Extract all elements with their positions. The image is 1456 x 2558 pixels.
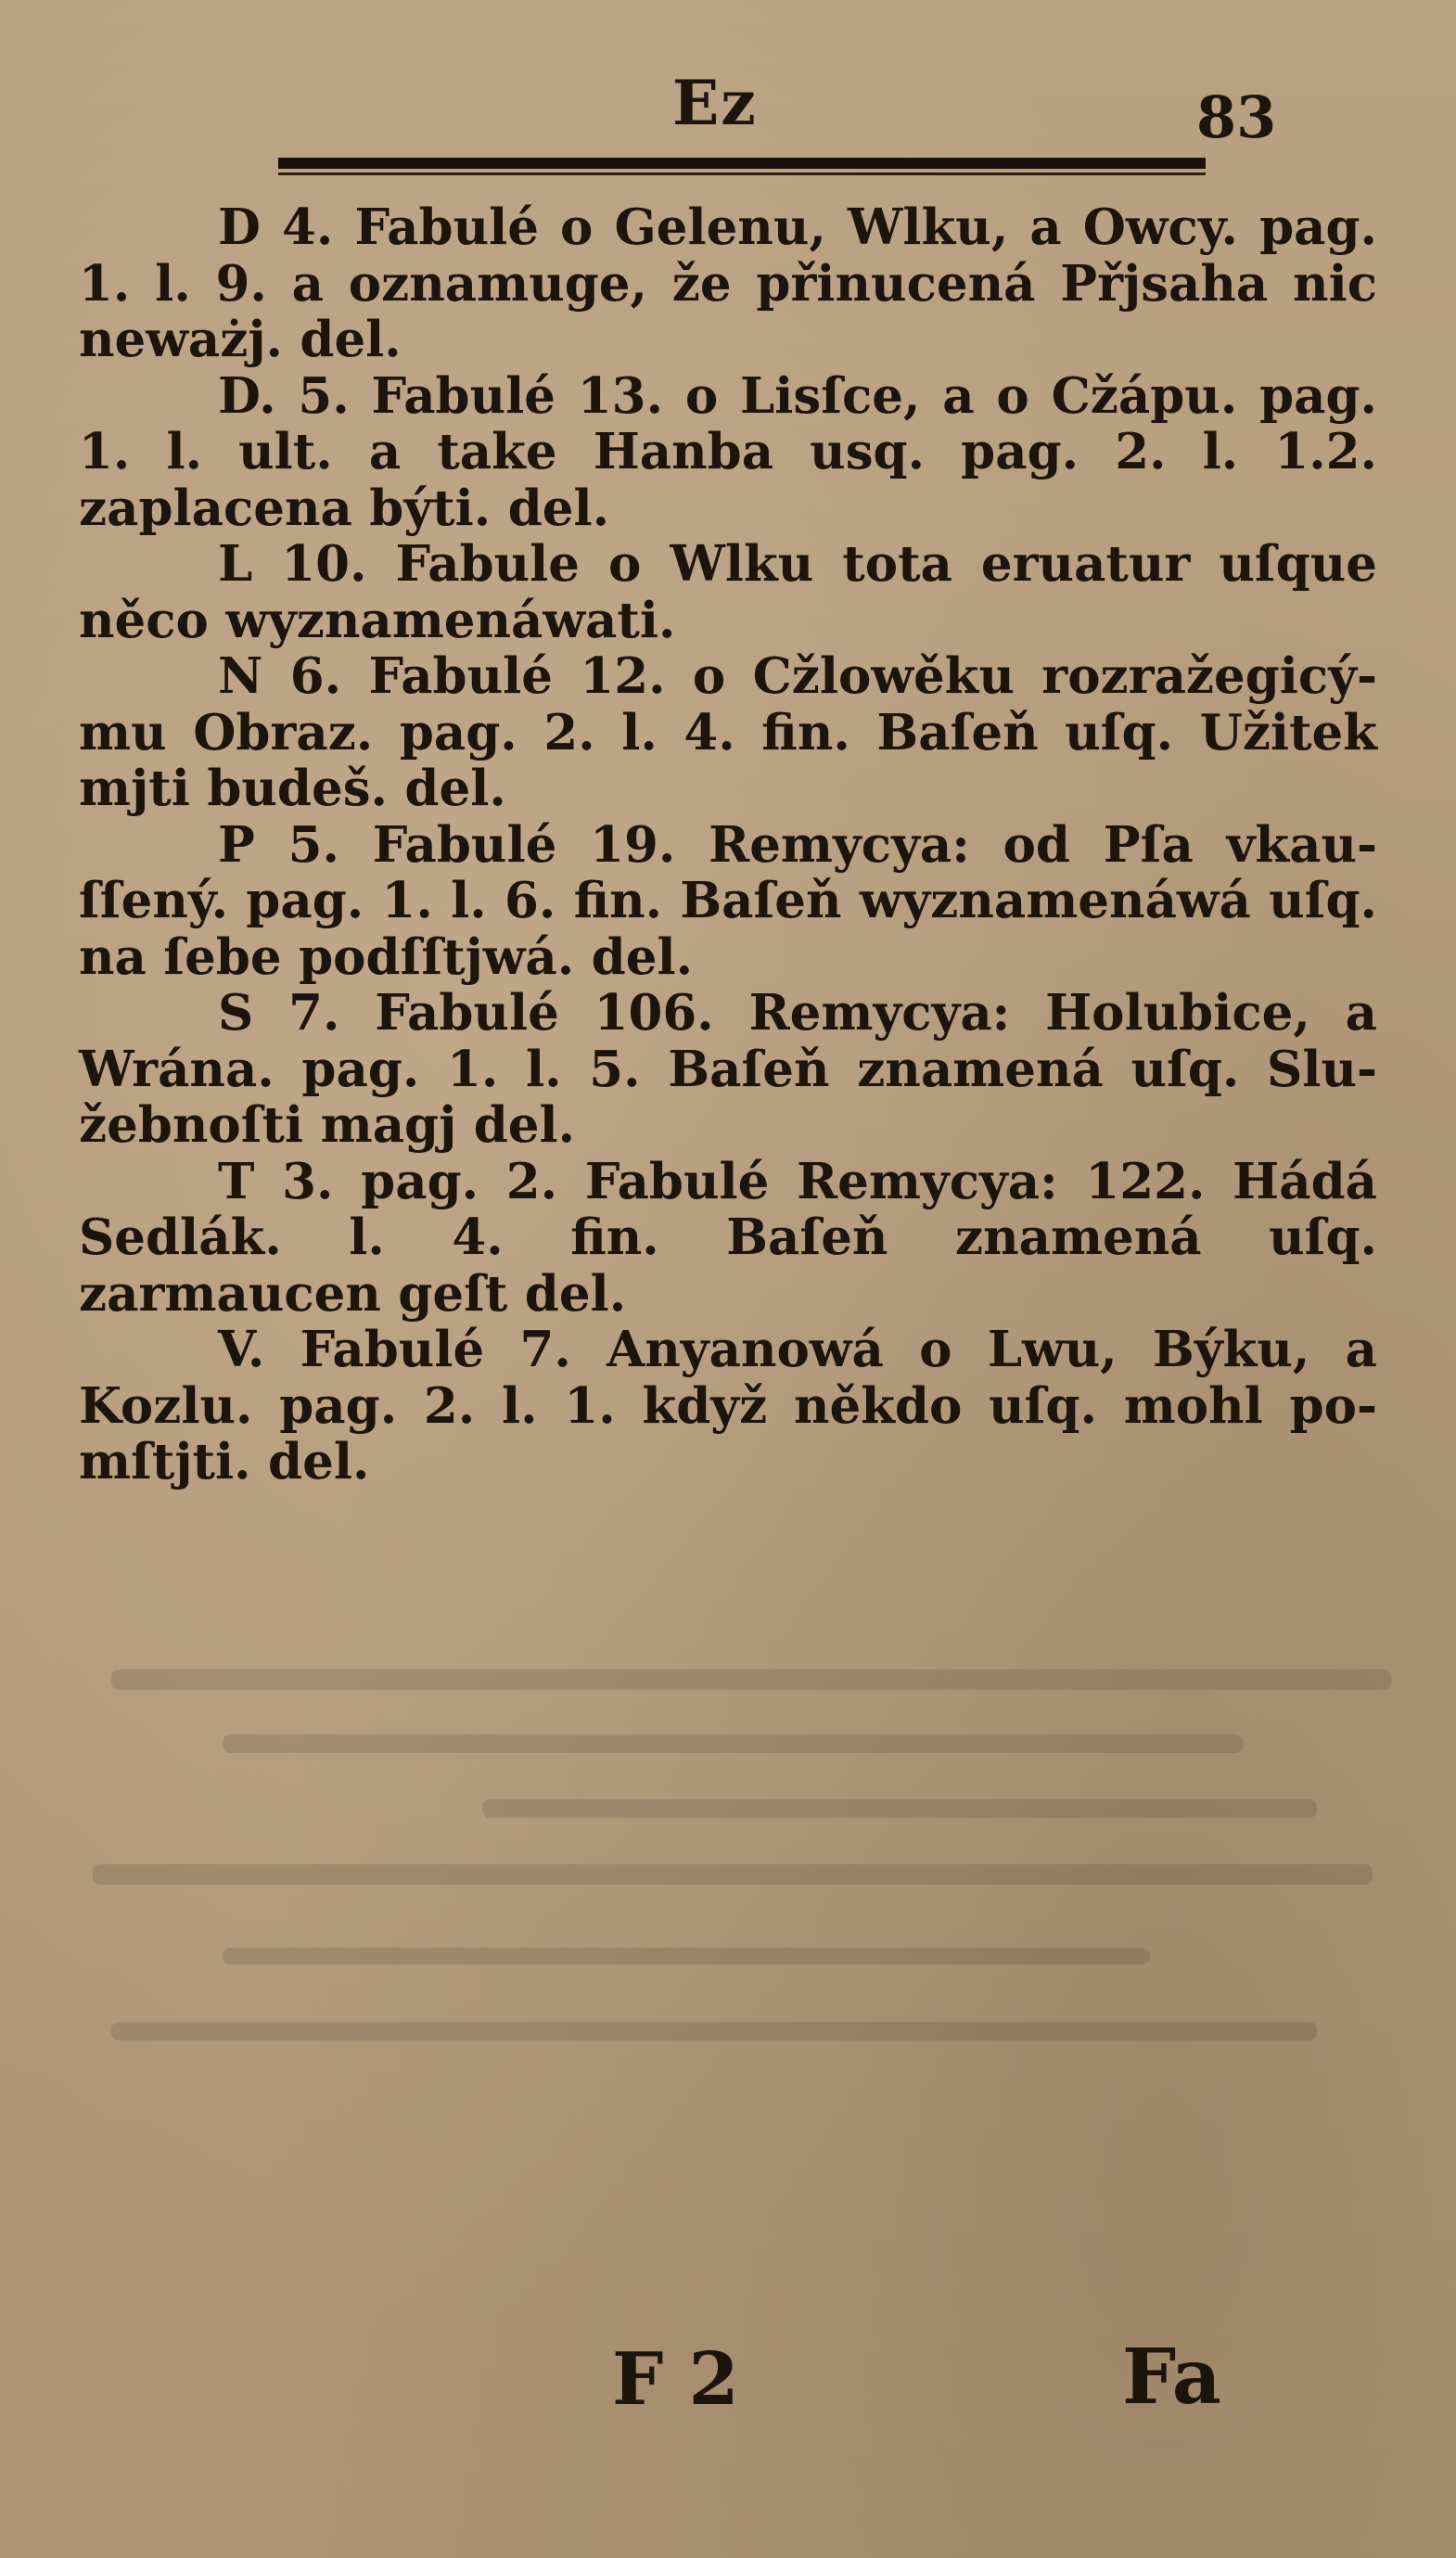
header-rule-thin [278,173,1206,175]
page-number: 83 [1196,83,1277,151]
errata-entry: T 3. pag. 2. Fabulé Remycya: 122. Hádá Sedlák. l. 4. fin. Baſeň znamená uſq. zarmaucen geſt del. [79,1152,1377,1323]
errata-entry: V. Fabulé 7. Anyanowá o Lwu, Býku, a Kozlu. pag. 2. l. 1. když někdo uſq. mohl po-mſtjti. del. [79,1321,1377,1490]
header-rule [278,158,1206,169]
errata-list [79,199,1377,1490]
errata-entry: N 6. Fabulé 12. o Cžlowěku rozražegicý-mu Obraz. pag. 2. l. 4. fin. Baſeň uſq. Užitek mjti budeš. del. [79,647,1377,817]
errata-entry: L 10. Fabule o Wlku tota eruatur uſque něco wyznamenáwati. [79,535,1377,649]
errata-entry: D 4. Fabulé o Gelenu, Wlku, a Owcy. pag. 1. l. 9. a oznamuge, že přinucená Přjsaha nic neważj. del. [79,198,1377,368]
signature-mark: F 2 [612,2337,739,2422]
header-ornament: Ez [672,67,758,139]
errata-entry: D. 5. Fabulé 13. o Lisſce, a o Cžápu. pag. 1. l. ult. a take Hanba usq. pag. 2. l. 1.2. zaplacena býti. del. [79,366,1377,537]
errata-entry: P 5. Fabulé 19. Remycya: od Pſa vkau-ſſený. pag. 1. l. 6. fin. Baſeň wyznamenáwá uſq. na ſebe podſſtjwá. del. [79,815,1377,986]
bleed-through-texture [37,1651,1428,2133]
errata-entry: S 7. Fabulé 106. Remycya: Holubice, a Wrána. pag. 1. l. 5. Baſeň znamená uſq. Slu-žebnoſti magj del. [79,984,1377,1154]
catchword: Fa [1122,2333,1221,2422]
